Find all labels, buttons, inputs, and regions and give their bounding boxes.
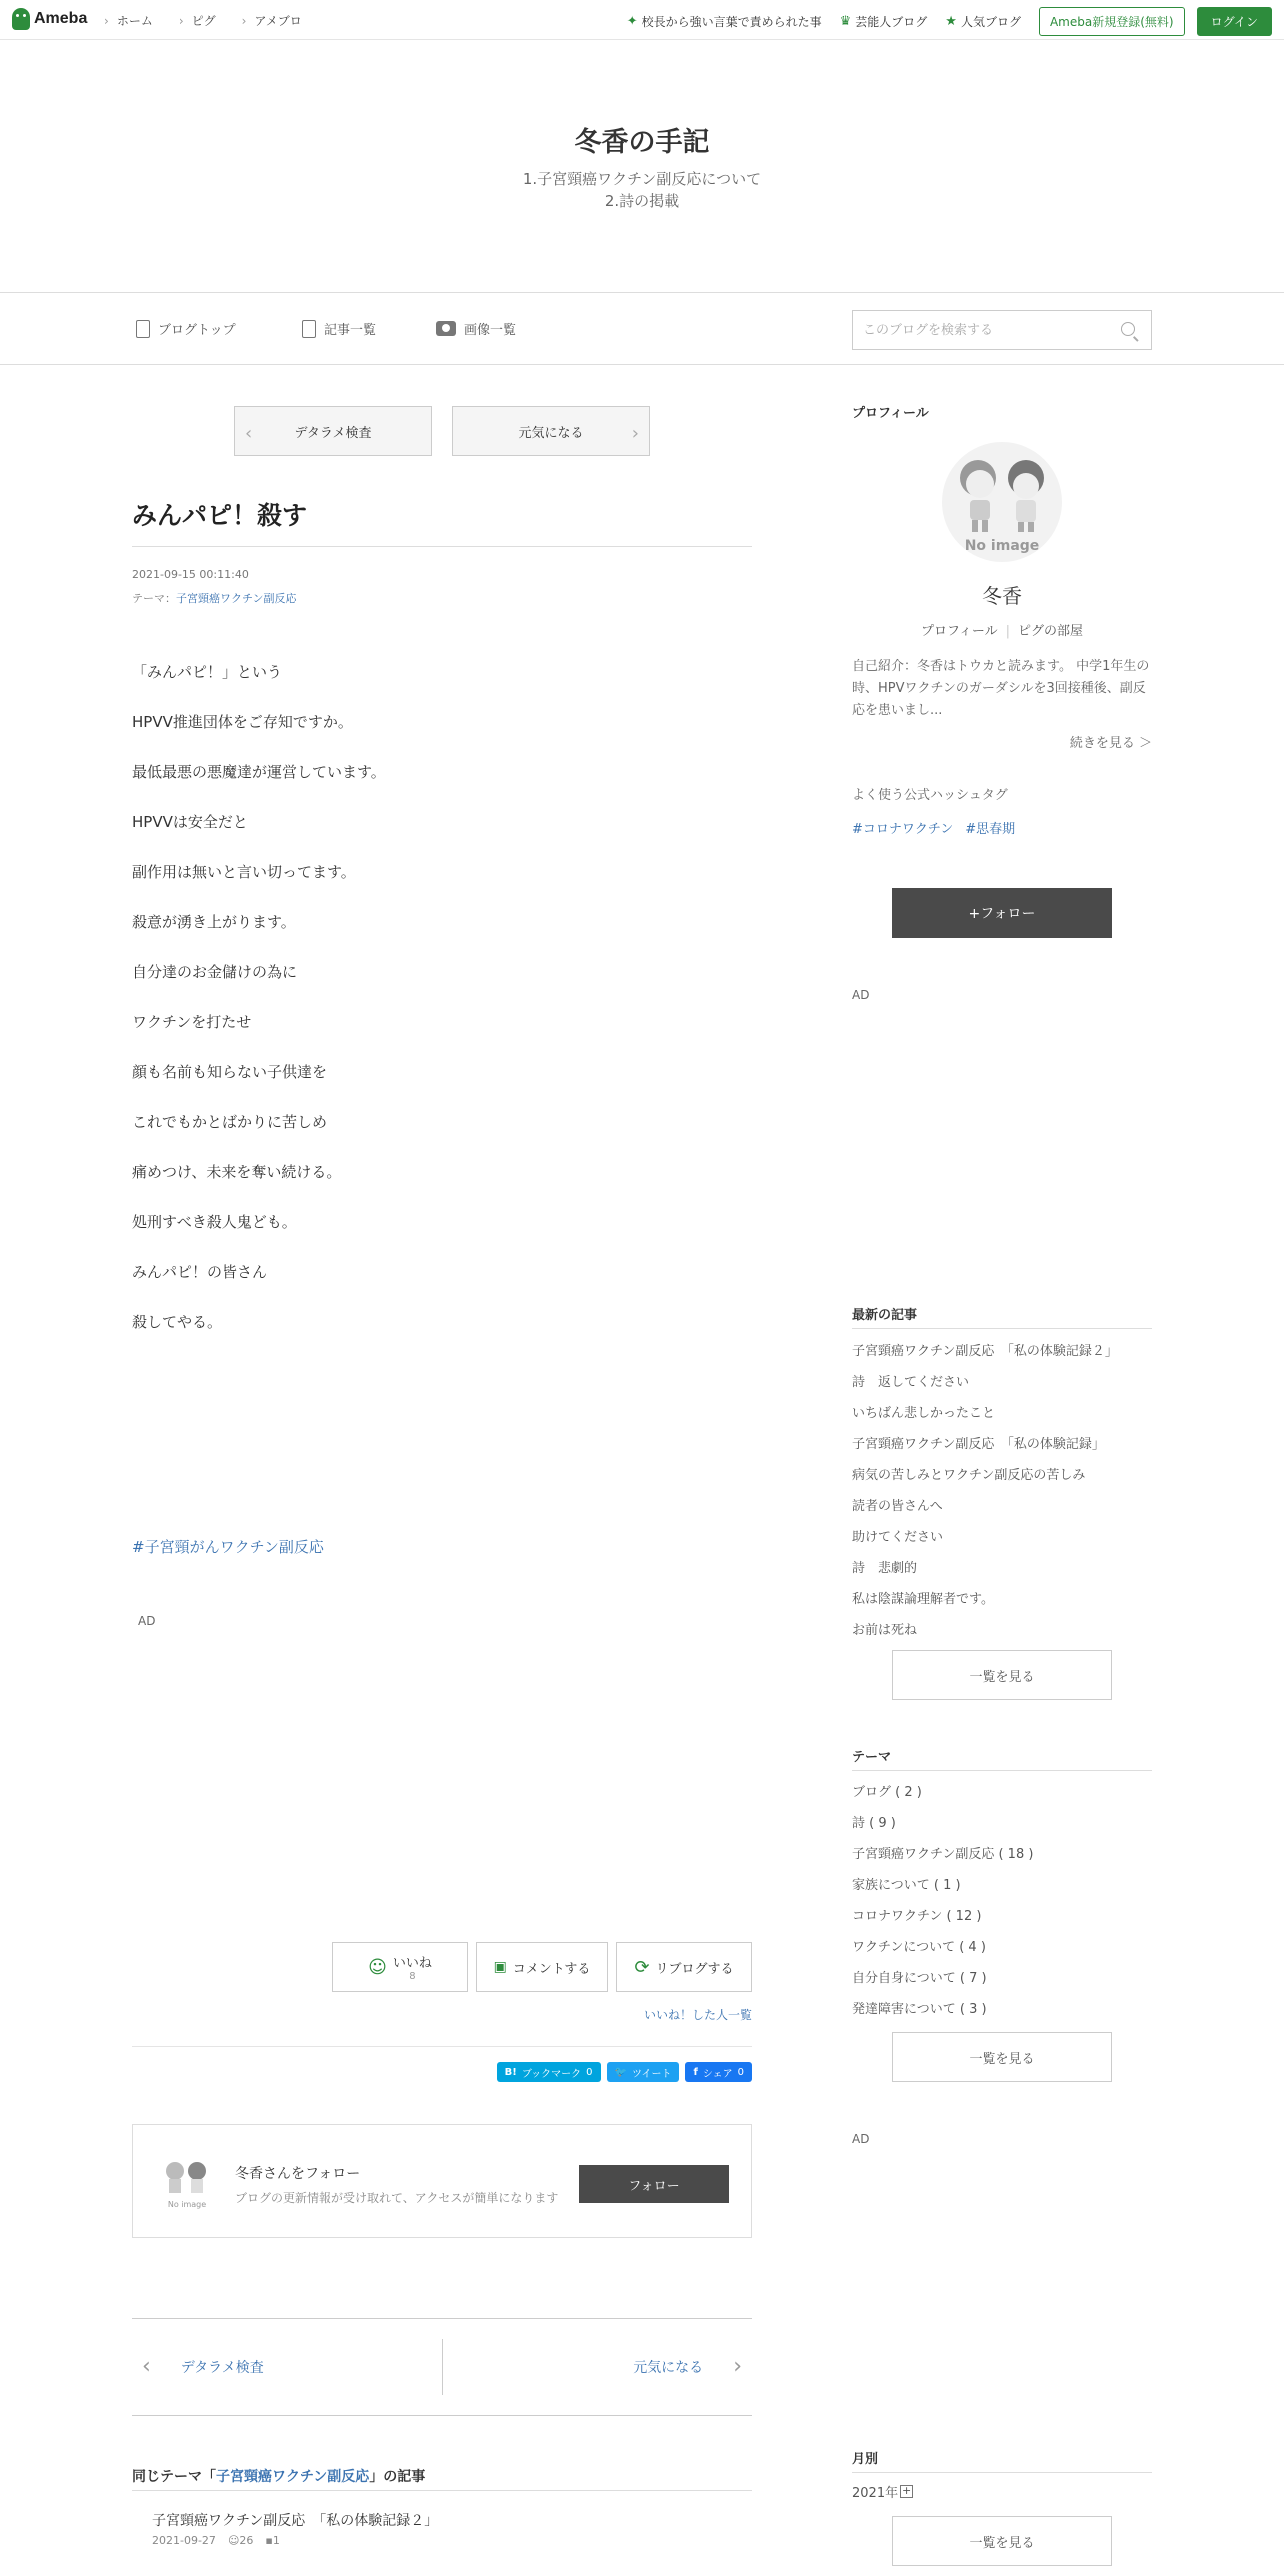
like-button[interactable] bbox=[332, 1942, 468, 1992]
profile-name[interactable]: 冬香 bbox=[982, 584, 1022, 608]
share-buttons bbox=[497, 2062, 752, 2082]
entry-pager-top bbox=[234, 406, 650, 456]
same-theme-entry-link[interactable]: 子宮頸癌ワクチン副反応 「私の体験記録２」 bbox=[152, 2513, 439, 2529]
divider bbox=[442, 2339, 443, 2395]
entry-paragraph: 顔も名前も知らない子供達を bbox=[132, 1063, 328, 1081]
comment-button[interactable] bbox=[476, 1942, 608, 1992]
month-year-label: 2021年 bbox=[852, 2486, 899, 2501]
hashtag-link[interactable]: #思春期 bbox=[965, 822, 1016, 837]
image-list-link[interactable] bbox=[436, 319, 516, 338]
entry-actions bbox=[332, 1942, 752, 1992]
entry-paragraph: HPVV推進団体をご存知ですか。 bbox=[132, 713, 353, 731]
entry-paragraph: 処刑すべき殺人鬼ども。 bbox=[132, 1213, 297, 1231]
same-theme-suffix: 」の記事 bbox=[369, 2469, 426, 2485]
hatena-bookmark-button[interactable] bbox=[497, 2062, 601, 2082]
blog-top-link[interactable] bbox=[136, 319, 236, 338]
entry-pager-bottom bbox=[132, 2318, 752, 2416]
blog-description bbox=[0, 168, 1284, 212]
avatar-text: No image bbox=[167, 2200, 207, 2209]
register-button[interactable]: Ameba新規登録(無料) bbox=[1039, 7, 1185, 36]
latest-entry-link[interactable]: いちばん悲しかったこと bbox=[852, 1406, 996, 1421]
facebook-icon: f bbox=[693, 2066, 698, 2078]
popular-blog-link[interactable] bbox=[945, 13, 1021, 30]
follow-button[interactable]: フォロー bbox=[579, 2165, 729, 2203]
theme-link[interactable]: コロナワクチン ( 12 ) bbox=[852, 1909, 982, 1924]
latest-entry-link[interactable]: 子宮頸癌ワクチン副反応 「私の体験記録」 bbox=[852, 1437, 1105, 1452]
star-icon: ★ bbox=[945, 14, 957, 29]
entry-theme-prefix: テーマ： bbox=[132, 592, 176, 605]
theme-link[interactable]: 詩 ( 9 ) bbox=[852, 1816, 896, 1831]
entry-paragraph: 殺意が湧き上がります。 bbox=[132, 913, 296, 931]
ameba-logo-icon bbox=[12, 8, 30, 30]
blog-search bbox=[852, 310, 1152, 350]
latest-entry-link[interactable]: 詩 悲劇的 bbox=[852, 1561, 918, 1576]
month-year-toggle[interactable] bbox=[852, 2482, 913, 2501]
entry-paragraph: ワクチンを打たせ bbox=[132, 1013, 252, 1031]
prev-entry-link-label: デタラメ検査 bbox=[180, 2360, 264, 2376]
next-entry-button[interactable] bbox=[452, 406, 650, 456]
same-theme-entry-meta bbox=[152, 2534, 280, 2547]
monthly-see-all-button[interactable]: 一覧を見る bbox=[892, 2516, 1112, 2566]
smile-icon: ☺ bbox=[227, 2534, 240, 2547]
next-entry-link-label: 元気になる bbox=[633, 2360, 704, 2376]
hatena-label: ブックマーク bbox=[521, 2068, 582, 2080]
prev-entry-link[interactable] bbox=[142, 2354, 264, 2379]
search-icon[interactable] bbox=[1121, 322, 1135, 336]
divider bbox=[852, 1770, 1152, 1771]
latest-entry-link[interactable]: 読者の皆さんへ bbox=[852, 1499, 943, 1514]
entry-theme-link[interactable]: 子宮頸癌ワクチン副反応 bbox=[176, 592, 297, 605]
latest-see-all-button[interactable]: 一覧を見る bbox=[892, 1650, 1112, 1700]
follow-box-subtitle: ブログの更新情報が受け取れて、アクセスが簡単になります bbox=[235, 2191, 559, 2205]
entry-list-label: 記事一覧 bbox=[324, 323, 377, 338]
same-theme-entry-date: 2021-09-27 bbox=[152, 2534, 216, 2547]
theme-see-all-button[interactable]: 一覧を見る bbox=[892, 2032, 1112, 2082]
latest-entry-link[interactable]: 私は陰謀論理解者です。 bbox=[852, 1592, 994, 1607]
entry-paragraph: 最低最悪の悪魔達が運営しています。 bbox=[132, 763, 386, 781]
avatar-image bbox=[942, 442, 1062, 562]
nav-pig[interactable]: › ピグ bbox=[179, 12, 216, 29]
nav-ameblo[interactable]: › アメブロ bbox=[242, 12, 302, 29]
same-theme-prefix: 同じテーマ「 bbox=[132, 2469, 216, 2485]
facebook-share-button[interactable] bbox=[685, 2062, 752, 2082]
hashtag-list bbox=[852, 818, 1015, 837]
comment-label: コメントする bbox=[512, 1961, 591, 1977]
reblog-button[interactable] bbox=[616, 1942, 752, 1992]
profile-intro: 自己紹介：冬香はトウカと読みます。 中学1年生の時、HPVワクチンのガーダシルを3回接種後、副反応を患いまし... bbox=[852, 659, 1150, 718]
entry-paragraph: 副作用は無いと言い切ってます。 bbox=[132, 863, 356, 881]
likes-count: 26 bbox=[239, 2534, 254, 2547]
like-label: いいね bbox=[392, 1956, 432, 1971]
theme-list bbox=[852, 1777, 1152, 2025]
separator: | bbox=[1005, 624, 1011, 639]
comment-icon: ▣ bbox=[493, 1959, 507, 1975]
plus-icon: + bbox=[901, 2484, 912, 2497]
latest-entry-link[interactable]: 病気の苦しみとワクチン副反応の苦しみ bbox=[852, 1468, 1086, 1483]
theme-link[interactable]: ワクチンについて ( 4 ) bbox=[852, 1940, 986, 1955]
chevron-right-icon: › bbox=[733, 2354, 742, 2379]
blog-header bbox=[0, 40, 1284, 292]
entry-list-link[interactable] bbox=[302, 319, 376, 338]
like-count: 8 bbox=[409, 1971, 416, 1982]
likers-link[interactable]: いいね！した人一覧 bbox=[643, 2008, 752, 2022]
avatar bbox=[157, 2151, 217, 2211]
reblog-label: リブログする bbox=[655, 1961, 734, 1977]
theme-link[interactable]: 発達障害について ( 3 ) bbox=[852, 2002, 987, 2017]
theme-link[interactable]: 家族について ( 1 ) bbox=[852, 1878, 961, 1893]
divider bbox=[852, 1328, 1152, 1329]
latest-list bbox=[852, 1336, 1152, 1646]
blog-description-line: 2.詩の掲載 bbox=[604, 192, 680, 210]
comments-count: 1 bbox=[272, 2534, 280, 2547]
ameba-logo-text: Ameba bbox=[34, 10, 88, 27]
entry-datetime: 2021-09-15 00:11:40 bbox=[132, 568, 249, 581]
same-theme-heading bbox=[132, 2466, 425, 2486]
same-theme-entry-comments bbox=[265, 2534, 279, 2547]
pig-room-link[interactable]: ピグの部屋 bbox=[1018, 624, 1084, 639]
profile-avatar[interactable] bbox=[942, 442, 1062, 562]
global-nav bbox=[104, 12, 302, 29]
latest-entry-link[interactable]: 詩 返してください bbox=[852, 1375, 970, 1390]
blog-nav bbox=[0, 292, 1284, 365]
ad-label: AD bbox=[138, 1614, 156, 1628]
tweet-label: ツイート bbox=[631, 2068, 672, 2080]
nav-home[interactable]: › ホーム bbox=[104, 12, 153, 29]
share-label: シェア bbox=[702, 2068, 733, 2080]
reblog-icon: ⟳ bbox=[634, 1956, 650, 1978]
entry-paragraph: HPVVは安全だと bbox=[132, 813, 248, 831]
sidebar-follow-button[interactable]: +フォロー bbox=[892, 888, 1112, 938]
document-icon bbox=[136, 320, 150, 338]
entry-paragraph: 痛めつけ、未来を奪い続ける。 bbox=[132, 1163, 342, 1181]
share-count: 0 bbox=[737, 2066, 744, 2078]
avatar-text: No image bbox=[964, 538, 1040, 554]
next-entry-label: 元気になる bbox=[518, 425, 584, 441]
crown-icon: ♛ bbox=[839, 14, 852, 29]
blog-search-input[interactable] bbox=[853, 311, 1103, 349]
blog-top-label: ブログトップ bbox=[158, 323, 236, 338]
chevron-left-icon: ‹ bbox=[245, 423, 253, 444]
ad-label: AD bbox=[852, 2132, 870, 2146]
entry-title[interactable]: みんパピ！殺す bbox=[132, 501, 308, 530]
copy-icon bbox=[302, 320, 316, 338]
blog-title[interactable]: 冬香の手記 bbox=[574, 127, 710, 158]
theme-link[interactable]: ブログ ( 2 ) bbox=[852, 1785, 922, 1800]
divider bbox=[132, 546, 752, 547]
profile-link[interactable]: プロフィール bbox=[920, 624, 998, 639]
header-links bbox=[627, 7, 1272, 36]
image-list-label: 画像一覧 bbox=[464, 323, 517, 338]
hatena-icon: B! bbox=[504, 2066, 517, 2078]
entry-paragraph: 殺してやる。 bbox=[132, 1313, 223, 1331]
twitter-icon: 🐦 bbox=[614, 2066, 627, 2078]
latest-heading: 最新の記事 bbox=[852, 1308, 918, 1323]
latest-entry-link[interactable]: お前は死ね bbox=[852, 1623, 918, 1638]
comment-icon: ▪ bbox=[265, 2534, 273, 2547]
trending-link[interactable] bbox=[627, 13, 822, 30]
theme-link[interactable]: 子宮頸癌ワクチン副反応 ( 18 ) bbox=[852, 1847, 1034, 1862]
same-theme-link[interactable]: 子宮頸癌ワクチン副反応 bbox=[216, 2469, 370, 2485]
follow-box-title: 冬香さんをフォロー bbox=[235, 2166, 361, 2182]
next-entry-link[interactable] bbox=[633, 2354, 742, 2379]
entry-paragraph: 「みんパピ！」という bbox=[132, 663, 283, 681]
profile-more-link[interactable]: 続きを見る ＞ bbox=[1069, 736, 1152, 751]
ameba-logo[interactable] bbox=[12, 8, 87, 30]
latest-entry-link[interactable]: 子宮頸癌ワクチン副反応 「私の体験記録２」 bbox=[852, 1344, 1118, 1359]
entry-paragraph: みんパピ！の皆さん bbox=[132, 1263, 268, 1281]
follow-box bbox=[132, 2124, 752, 2238]
chevron-right-icon: › bbox=[631, 423, 639, 444]
prev-entry-button[interactable] bbox=[234, 406, 432, 456]
popular-blog-label: 人気ブログ bbox=[960, 15, 1021, 29]
divider bbox=[132, 2046, 752, 2047]
entry-paragraph: 自分達のお金儲けの為に bbox=[132, 963, 298, 981]
entry-paragraph: これでもかとばかりに苦しめ bbox=[132, 1113, 328, 1131]
same-theme-entry-likes bbox=[228, 2534, 253, 2547]
celebrity-blog-label: 芸能人ブログ bbox=[855, 15, 928, 29]
latest-entry-link[interactable]: 助けてください bbox=[852, 1530, 944, 1545]
profile-links bbox=[852, 620, 1152, 639]
divider bbox=[132, 2490, 752, 2491]
global-header bbox=[0, 0, 1284, 40]
monthly-heading: 月別 bbox=[852, 2452, 879, 2467]
entry-body bbox=[132, 662, 752, 1362]
sparkle-icon: ✦ bbox=[626, 14, 638, 29]
chevron-left-icon: ‹ bbox=[142, 2354, 151, 2379]
celebrity-blog-link[interactable] bbox=[840, 13, 928, 30]
hashtag-heading: よく使う公式ハッシュタグ bbox=[852, 788, 1008, 803]
divider bbox=[852, 2472, 1152, 2473]
profile-heading: プロフィール bbox=[852, 406, 929, 421]
blog-description-line: 1.子宮頸癌ワクチン副反応について bbox=[522, 170, 762, 188]
login-button[interactable]: ログイン bbox=[1197, 7, 1272, 36]
smile-icon: ☺ bbox=[368, 1956, 387, 1978]
entry-hashtag[interactable]: #子宮頸がんワクチン副反応 bbox=[132, 1538, 324, 1556]
camera-icon bbox=[436, 321, 456, 336]
trending-label: 校長から強い言葉で責められた事 bbox=[641, 15, 822, 29]
like-text bbox=[393, 1952, 432, 1982]
ad-label: AD bbox=[852, 988, 870, 1002]
theme-heading: テーマ bbox=[852, 1750, 892, 1765]
hatena-count: 0 bbox=[586, 2066, 593, 2078]
entry-theme bbox=[132, 590, 296, 606]
hashtag-link[interactable]: #コロナワクチン bbox=[852, 822, 954, 837]
prev-entry-label: デタラメ検査 bbox=[294, 425, 372, 441]
tweet-button[interactable] bbox=[607, 2062, 680, 2082]
theme-link[interactable]: 自分自身について ( 7 ) bbox=[852, 1971, 987, 1986]
